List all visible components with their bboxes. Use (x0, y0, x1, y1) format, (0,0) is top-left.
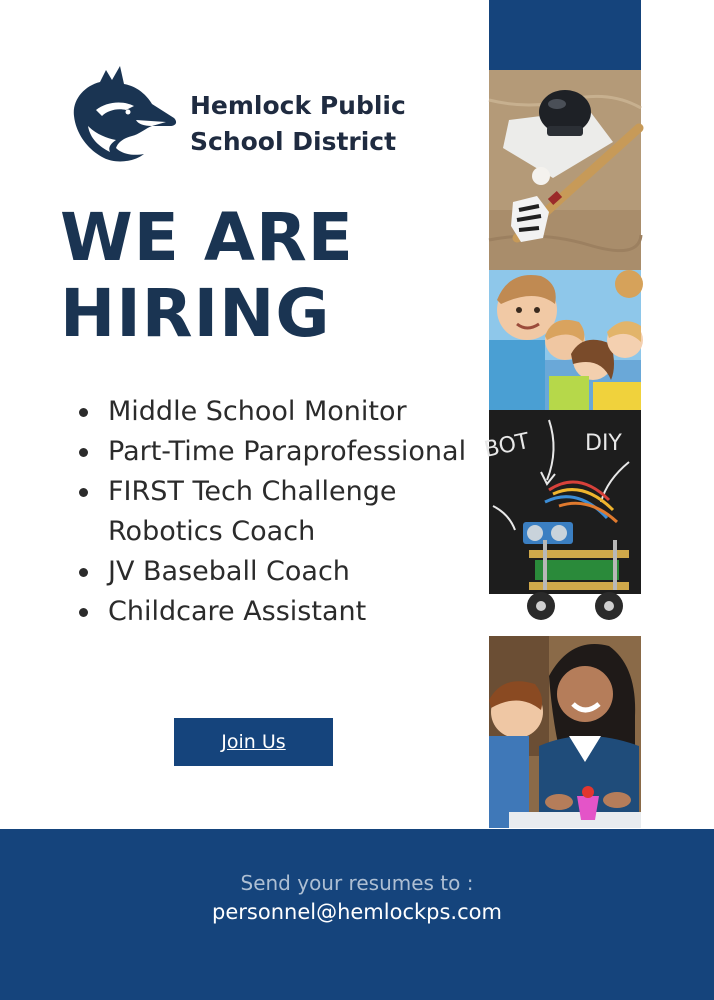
svg-text:BOT: BOT (481, 428, 532, 463)
position-item: Middle School Monitor (108, 392, 468, 432)
join-us-button[interactable]: Join Us (174, 718, 333, 766)
headline-line1: WE ARE (60, 199, 354, 276)
accent-bar (489, 0, 641, 70)
position-item: JV Baseball Coach (108, 552, 468, 592)
footer (0, 829, 714, 1000)
kids-photo (489, 270, 641, 410)
district-name-line2: School District (190, 127, 397, 156)
teacher-child-photo (489, 636, 641, 828)
position-item: FIRST Tech Challenge Robotics Coach (108, 472, 468, 552)
hiring-headline (60, 200, 354, 352)
district-name (190, 88, 406, 160)
district-name-line1: Hemlock Public (190, 91, 406, 120)
svg-text:DIY: DIY (585, 431, 622, 456)
robot-photo (481, 410, 641, 632)
baseball-photo (489, 70, 641, 270)
contact-email[interactable]: personnel@hemlockps.com (212, 900, 502, 924)
position-list (108, 392, 468, 632)
photo-column (481, 0, 641, 830)
husky-head-logo (66, 64, 182, 168)
headline-line2: HIRING (60, 275, 331, 352)
resume-prompt: Send your resumes to : (240, 871, 474, 895)
position-item: Part-Time Paraprofessional (108, 432, 468, 472)
position-item: Childcare Assistant (108, 592, 468, 632)
